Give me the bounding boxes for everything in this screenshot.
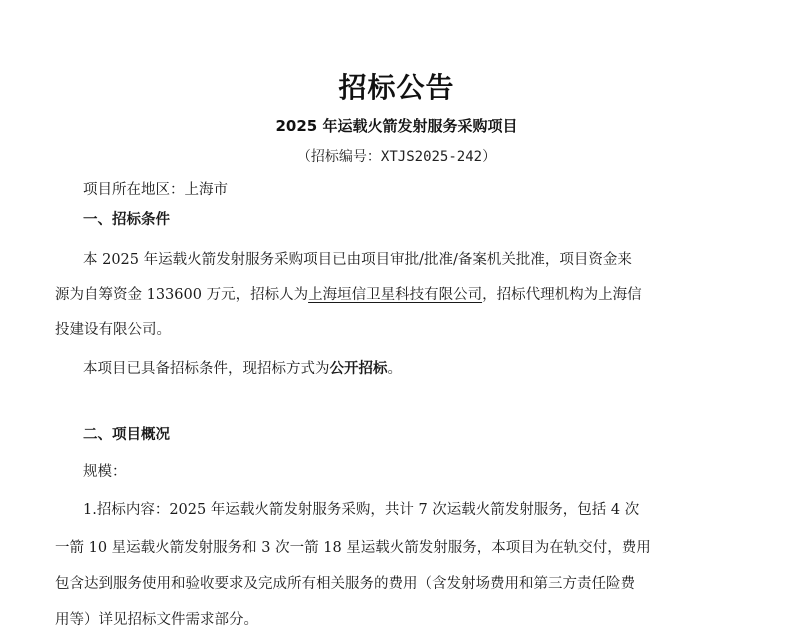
paragraph-line: 1.招标内容：2025 年运载火箭发射服务采购，共计 7 次运载火箭发射服务，包括 4 次 xyxy=(83,502,640,518)
document-subtitle: 2025 年运载火箭发射服务采购项目 xyxy=(275,117,518,135)
paragraph-line xyxy=(55,285,642,305)
paragraph-text: 。 xyxy=(387,361,402,377)
paragraph-line: 一箭 10 星运载火箭发射服务和 3 次一箭 18 星运载火箭发射服务，本项目为在轨交付，费用 xyxy=(55,540,651,556)
tender-code: （招标编号：XTJS2025-242） xyxy=(296,149,497,165)
paragraph-line: 包含达到服务使用和验收要求及完成所有相关服务的费用（含发射场费用和第三方责任险费 xyxy=(55,576,635,592)
paragraph-text: 源为自筹资金 133600 万元，招标人为 xyxy=(55,287,309,303)
paragraph-line: 本 2025 年运载火箭发射服务采购项目已由项目审批/批准/备案机关批准，项目资金来 xyxy=(83,252,632,268)
section-heading-conditions: 一、招标条件 xyxy=(83,212,170,228)
project-region: 项目所在地区：上海市 xyxy=(83,182,228,198)
paragraph-text: ，招标代理机构为上海信 xyxy=(482,287,642,303)
tenderer-company-link[interactable]: 上海垣信卫星科技有限公司 xyxy=(308,287,483,303)
tender-method: 公开招标 xyxy=(329,361,388,377)
paragraph-line xyxy=(83,359,402,379)
paragraph-text: 本项目已具备招标条件，现招标方式为 xyxy=(83,361,330,377)
paragraph-line: 投建设有限公司。 xyxy=(55,322,171,338)
paragraph-line: 用等）详见招标文件需求部分。 xyxy=(55,612,258,628)
section-heading-overview: 二、项目概况 xyxy=(83,427,170,443)
document-title: 招标公告 xyxy=(338,71,455,104)
scale-label: 规模： xyxy=(83,464,127,480)
